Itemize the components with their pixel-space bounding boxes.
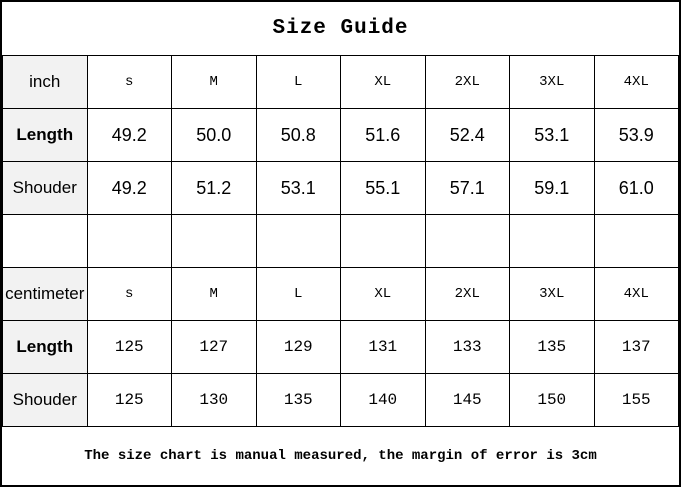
table-row-inch-sizes (3, 56, 679, 109)
table-row-inch-shoulder (3, 162, 679, 215)
size-cell: M (172, 56, 257, 109)
empty-cell (594, 215, 679, 268)
row-label-shoulder: Shouder (3, 374, 88, 427)
value-cell: 150 (510, 374, 595, 427)
value-cell: 137 (594, 321, 679, 374)
size-cell: M (172, 268, 257, 321)
value-cell: 133 (425, 321, 510, 374)
value-cell: 135 (256, 374, 341, 427)
empty-cell (425, 215, 510, 268)
size-cell: 3XL (510, 56, 595, 109)
size-cell: L (256, 56, 341, 109)
value-cell: 125 (87, 321, 172, 374)
value-cell: 51.2 (172, 162, 257, 215)
row-label-length: Length (3, 109, 88, 162)
unit-cell-inch: inch (3, 56, 88, 109)
value-cell: 61.0 (594, 162, 679, 215)
unit-cell-centimeter: centimeter (3, 268, 88, 321)
value-cell: 135 (510, 321, 595, 374)
size-cell: 3XL (510, 268, 595, 321)
value-cell: 59.1 (510, 162, 595, 215)
value-cell: 145 (425, 374, 510, 427)
value-cell: 55.1 (341, 162, 426, 215)
value-cell: 49.2 (87, 109, 172, 162)
page-title: Size Guide (272, 17, 409, 40)
size-cell: L (256, 268, 341, 321)
empty-cell (341, 215, 426, 268)
value-cell: 50.8 (256, 109, 341, 162)
value-cell: 155 (594, 374, 679, 427)
table-row-cm-sizes (3, 268, 679, 321)
value-cell: 53.9 (594, 109, 679, 162)
footer-note: The size chart is manual measured, the margin of error is 3cm (84, 448, 597, 464)
table-row-cm-length (3, 321, 679, 374)
value-cell: 140 (341, 374, 426, 427)
value-cell: 57.1 (425, 162, 510, 215)
value-cell: 131 (341, 321, 426, 374)
size-cell: 2XL (425, 268, 510, 321)
size-cell: s (87, 268, 172, 321)
value-cell: 50.0 (172, 109, 257, 162)
value-cell: 53.1 (256, 162, 341, 215)
size-cell: 2XL (425, 56, 510, 109)
size-cell: s (87, 56, 172, 109)
empty-cell (3, 215, 88, 268)
empty-cell (256, 215, 341, 268)
value-cell: 129 (256, 321, 341, 374)
empty-cell (87, 215, 172, 268)
value-cell: 127 (172, 321, 257, 374)
value-cell: 53.1 (510, 109, 595, 162)
value-cell: 130 (172, 374, 257, 427)
table-row-spacer (3, 215, 679, 268)
size-table (2, 55, 679, 427)
value-cell: 49.2 (87, 162, 172, 215)
value-cell: 125 (87, 374, 172, 427)
value-cell: 52.4 (425, 109, 510, 162)
size-cell: 4XL (594, 56, 679, 109)
empty-cell (172, 215, 257, 268)
table-row-inch-length (3, 109, 679, 162)
size-cell: XL (341, 268, 426, 321)
size-cell: 4XL (594, 268, 679, 321)
row-label-length: Length (3, 321, 88, 374)
empty-cell (510, 215, 595, 268)
value-cell: 51.6 (341, 109, 426, 162)
row-label-shoulder: Shouder (3, 162, 88, 215)
table-row-cm-shoulder (3, 374, 679, 427)
size-cell: XL (341, 56, 426, 109)
